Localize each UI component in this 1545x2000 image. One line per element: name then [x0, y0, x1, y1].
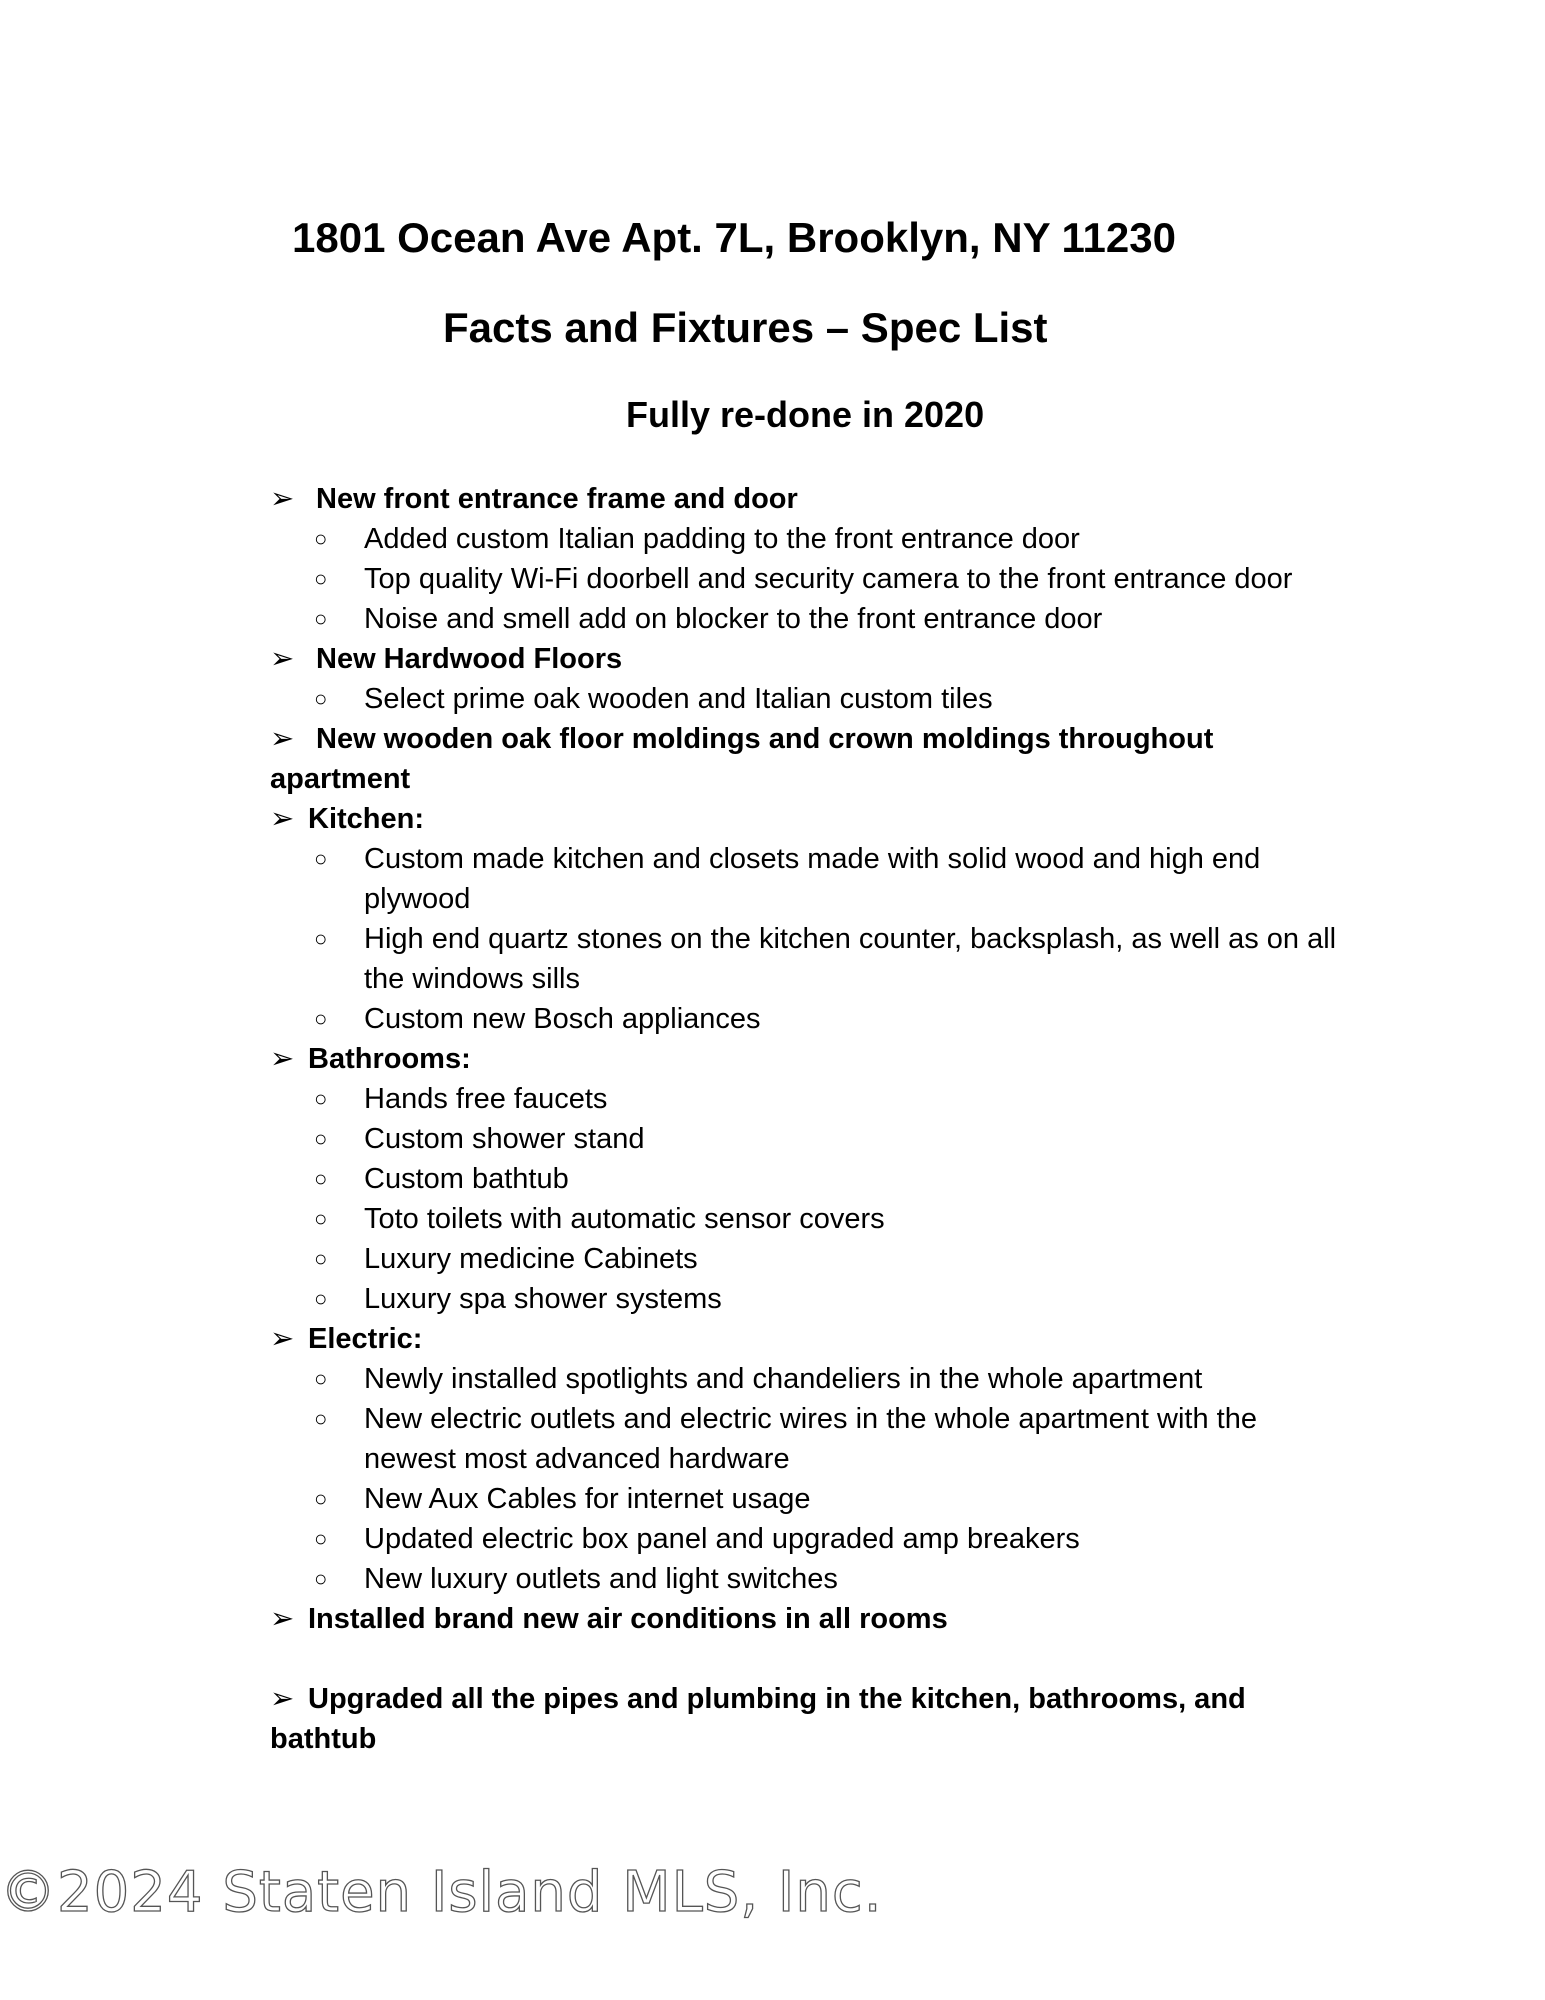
spec-subitem-text: Newly installed spotlights and chandeliers in the whole apartment	[364, 1363, 1203, 1395]
spec-subitem	[270, 679, 1350, 719]
spec-section-title: Kitchen:	[308, 803, 424, 835]
spec-section-header	[270, 1679, 1350, 1759]
spec-subitem	[270, 1199, 1350, 1239]
spec-section-header	[270, 639, 1350, 679]
spec-subitem	[270, 1559, 1350, 1599]
circle-bullet-icon: ○	[314, 1526, 328, 1551]
spec-section-title: New front entrance frame and door	[316, 483, 798, 515]
spec-subitem	[270, 1479, 1350, 1519]
circle-bullet-icon: ○	[314, 526, 328, 551]
spec-section-title: New wooden oak floor moldings and crown moldings throughout apartment	[270, 723, 1214, 795]
circle-bullet-icon: ○	[314, 1166, 328, 1191]
circle-bullet-icon: ○	[314, 1086, 328, 1111]
spec-subitem-text: Top quality Wi-Fi doorbell and security camera to the front entrance door	[364, 563, 1293, 595]
circle-bullet-icon: ○	[314, 1566, 328, 1591]
circle-bullet-icon: ○	[314, 566, 328, 591]
circle-bullet-icon: ○	[314, 1366, 328, 1391]
spec-section	[270, 1599, 1350, 1639]
spec-subitem-text: Custom bathtub	[364, 1163, 569, 1195]
arrow-bullet-icon: ➢	[270, 1603, 295, 1635]
spec-subitems	[270, 519, 1350, 639]
spec-section	[270, 639, 1350, 719]
spec-subitem-text: Custom shower stand	[364, 1123, 645, 1155]
arrow-bullet-icon: ➢	[270, 803, 295, 835]
spec-subitem	[270, 999, 1350, 1039]
arrow-bullet-icon: ➢	[270, 1323, 295, 1355]
spec-section-title: Bathrooms:	[308, 1043, 471, 1075]
spec-section-header	[270, 719, 1350, 799]
circle-bullet-icon: ○	[314, 1286, 328, 1311]
spec-subitems	[270, 679, 1350, 719]
spec-subitem-text: Hands free faucets	[364, 1083, 608, 1115]
spec-section	[270, 1679, 1350, 1759]
spec-subitem-text: Custom made kitchen and closets made with solid wood and high end plywood	[364, 843, 1261, 915]
circle-bullet-icon: ○	[314, 1246, 328, 1271]
spec-section-header	[270, 799, 1350, 839]
spec-subitem	[270, 919, 1350, 999]
spec-subitem	[270, 1279, 1350, 1319]
spec-subitem	[270, 839, 1350, 919]
circle-bullet-icon: ○	[314, 1406, 328, 1431]
spec-subitem-text: Added custom Italian padding to the front entrance door	[364, 523, 1080, 555]
spacer	[270, 1639, 1350, 1679]
circle-bullet-icon: ○	[314, 606, 328, 631]
spec-section-title: Upgraded all the pipes and plumbing in the kitchen, bathrooms, and bathtub	[270, 1683, 1246, 1755]
copyright-watermark: ©2024 Staten Island MLS, Inc.	[0, 1860, 883, 1925]
arrow-bullet-icon: ➢	[270, 483, 295, 515]
spec-section-header	[270, 1599, 1350, 1639]
spec-section	[270, 479, 1350, 639]
spec-section	[270, 1319, 1350, 1599]
spec-subitem	[270, 559, 1350, 599]
circle-bullet-icon: ○	[314, 846, 328, 871]
spec-subitem-text: Custom new Bosch appliances	[364, 1003, 761, 1035]
spec-subitem	[270, 1119, 1350, 1159]
document-subtitle: Facts and Fixtures – Spec List	[443, 304, 1048, 351]
spec-subitem	[270, 1399, 1350, 1479]
spec-subitem	[270, 1239, 1350, 1279]
spec-section	[270, 719, 1350, 799]
spec-section-title: Electric:	[308, 1323, 423, 1355]
circle-bullet-icon: ○	[314, 1486, 328, 1511]
spec-section-title: Installed brand new air conditions in all rooms	[308, 1603, 948, 1635]
spec-subitem	[270, 519, 1350, 559]
circle-bullet-icon: ○	[314, 926, 328, 951]
arrow-bullet-icon: ➢	[270, 1683, 295, 1715]
spec-section-title: New Hardwood Floors	[316, 643, 623, 675]
arrow-bullet-icon: ➢	[270, 723, 295, 755]
spec-section-header	[270, 1039, 1350, 1079]
circle-bullet-icon: ○	[314, 1126, 328, 1151]
arrow-bullet-icon: ➢	[270, 643, 295, 675]
spec-subitem-text: High end quartz stones on the kitchen counter, backsplash, as well as on all the windows sills	[364, 923, 1337, 995]
spec-subitem-text: Noise and smell add on blocker to the front entrance door	[364, 603, 1103, 635]
renovation-tagline: Fully re-done in 2020	[626, 394, 985, 435]
spec-subitems	[270, 839, 1350, 1039]
spec-section	[270, 1039, 1350, 1319]
spec-subitem-text: Updated electric box panel and upgraded amp breakers	[364, 1523, 1080, 1555]
circle-bullet-icon: ○	[314, 1006, 328, 1031]
spec-subitem	[270, 1519, 1350, 1559]
spec-subitem	[270, 1079, 1350, 1119]
spec-subitem-text: Select prime oak wooden and Italian custom tiles	[364, 683, 993, 715]
spec-section-header	[270, 479, 1350, 519]
spec-list	[270, 479, 1350, 1759]
circle-bullet-icon: ○	[314, 1206, 328, 1231]
spec-subitem	[270, 1359, 1350, 1399]
spec-subitem	[270, 599, 1350, 639]
property-address: 1801 Ocean Ave Apt. 7L, Brooklyn, NY 11230	[292, 214, 1176, 261]
spec-section-header	[270, 1319, 1350, 1359]
spec-subitem-text: Luxury medicine Cabinets	[364, 1243, 698, 1275]
spec-subitem-text: New Aux Cables for internet usage	[364, 1483, 811, 1515]
spec-subitem-text: Toto toilets with automatic sensor covers	[364, 1203, 885, 1235]
spec-subitem-text: New luxury outlets and light switches	[364, 1563, 838, 1595]
spec-section	[270, 799, 1350, 1039]
spec-subitem-text: New electric outlets and electric wires in the whole apartment with the newest most advanced hardware	[364, 1403, 1257, 1475]
circle-bullet-icon: ○	[314, 686, 328, 711]
spec-subitem	[270, 1159, 1350, 1199]
spec-subitem-text: Luxury spa shower systems	[364, 1283, 722, 1315]
spec-subitems	[270, 1079, 1350, 1319]
spec-subitems	[270, 1359, 1350, 1599]
arrow-bullet-icon: ➢	[270, 1043, 295, 1075]
